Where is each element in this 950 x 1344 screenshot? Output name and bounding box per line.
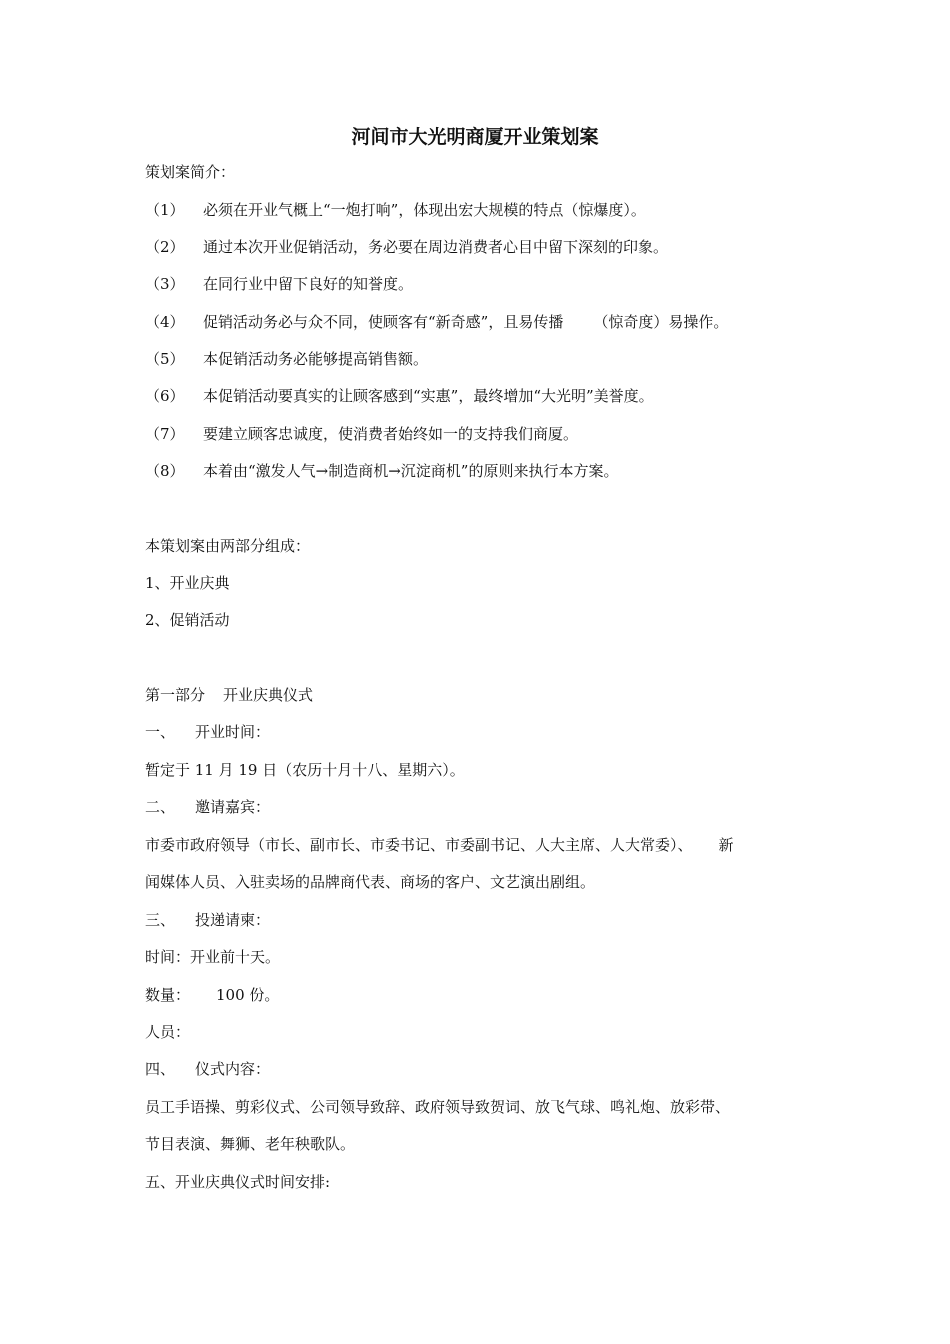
- section-title: 邀请嘉宾：: [195, 798, 271, 816]
- opening-date-text: 暂定于 11 月 19 日（农历十月十八、星期六）。: [145, 761, 465, 779]
- intro-item-number: （4）: [145, 313, 185, 331]
- intro-item-text-continued: （惊奇度）易操作。: [593, 313, 729, 331]
- guests-text-line-1: [145, 833, 734, 857]
- section-number: 二、: [145, 798, 176, 816]
- intro-item-number: （8）: [145, 462, 185, 480]
- intro-item-number: （2）: [145, 238, 185, 256]
- intro-item-7: [145, 422, 578, 446]
- intro-item-text: 必须在开业气概上“一炮打响”，体现出宏大规模的特点（惊爆度）。: [203, 201, 646, 219]
- composition-heading: 本策划案由两部分组成：: [145, 537, 311, 555]
- section-5-heading: 五、开业庆典仪式时间安排:: [145, 1173, 331, 1191]
- part1-heading: [145, 683, 313, 707]
- guests-text-continued: 新: [718, 836, 734, 854]
- intro-item-text: 本着由“激发人气→制造商机→沉淀商机”的原则来执行本方案。: [203, 462, 619, 480]
- quantity-label: 数量：: [145, 986, 191, 1004]
- intro-item-6: [145, 384, 654, 408]
- intro-item-text: 本促销活动要真实的让顾客感到“实惠”，最终增加“大光明”美誉度。: [203, 387, 654, 405]
- section-title: 仪式内容：: [195, 1060, 271, 1078]
- section-3-heading: [145, 908, 270, 932]
- guests-text: 市委市政府领导（市长、副市长、市委书记、市委副书记、人大主席、人大常委）、: [145, 836, 693, 854]
- intro-item-number: （1）: [145, 201, 185, 219]
- section-title: 投递请柬：: [195, 911, 271, 929]
- section-1-heading: [145, 720, 270, 744]
- part1-label: 第一部分: [145, 686, 206, 704]
- intro-item-2: [145, 235, 668, 259]
- section-number: 四、: [145, 1060, 176, 1078]
- composition-item-1: 1、开业庆典: [145, 574, 230, 592]
- intro-item-1: [145, 198, 646, 222]
- intro-item-text: 本促销活动务必能够提高销售额。: [203, 350, 429, 368]
- guests-text-line-2: 闻媒体人员、入驻卖场的品牌商代表、商场的客户、文艺演出剧组。: [145, 873, 596, 891]
- intro-item-number: （5）: [145, 350, 185, 368]
- intro-item-3: [145, 272, 413, 296]
- intro-item-5: [145, 347, 428, 371]
- intro-item-text: 通过本次开业促销活动，务必要在周边消费者心目中留下深刻的印象。: [203, 238, 669, 256]
- intro-heading: 策划案简介：: [145, 163, 236, 181]
- invitation-quantity: [145, 983, 279, 1007]
- intro-item-number: （6）: [145, 387, 185, 405]
- section-number: 一、: [145, 723, 176, 741]
- section-4-heading: [145, 1057, 270, 1081]
- intro-item-4: [145, 310, 728, 334]
- intro-item-8: [145, 459, 618, 483]
- section-title: 开业时间：: [195, 723, 271, 741]
- quantity-value: 100 份。: [216, 986, 280, 1004]
- intro-item-number: （3）: [145, 275, 185, 293]
- intro-item-number: （7）: [145, 425, 185, 443]
- intro-item-text: 要建立顾客忠诚度，使消费者始终如一的支持我们商厦。: [203, 425, 579, 443]
- invitation-time: 时间：开业前十天。: [145, 948, 281, 966]
- ceremony-content-line-1: 员工手语操、剪彩仪式、公司领导致辞、政府领导致贺词、放飞气球、鸣礼炮、放彩带、: [145, 1098, 731, 1116]
- intro-item-text: 在同行业中留下良好的知誉度。: [203, 275, 414, 293]
- ceremony-content-line-2: 节目表演、舞狮、老年秧歌队。: [145, 1135, 356, 1153]
- part1-title: 开业庆典仪式: [223, 686, 314, 704]
- intro-item-text: 促销活动务必与众不同，使顾客有“新奇感”，且易传播: [203, 313, 564, 331]
- composition-item-2: 2、促销活动: [145, 611, 230, 629]
- section-2-heading: [145, 795, 270, 819]
- invitation-people: 人员：: [145, 1023, 191, 1041]
- section-number: 三、: [145, 911, 176, 929]
- document-title: 河间市大光明商厦开业策划案: [351, 126, 599, 148]
